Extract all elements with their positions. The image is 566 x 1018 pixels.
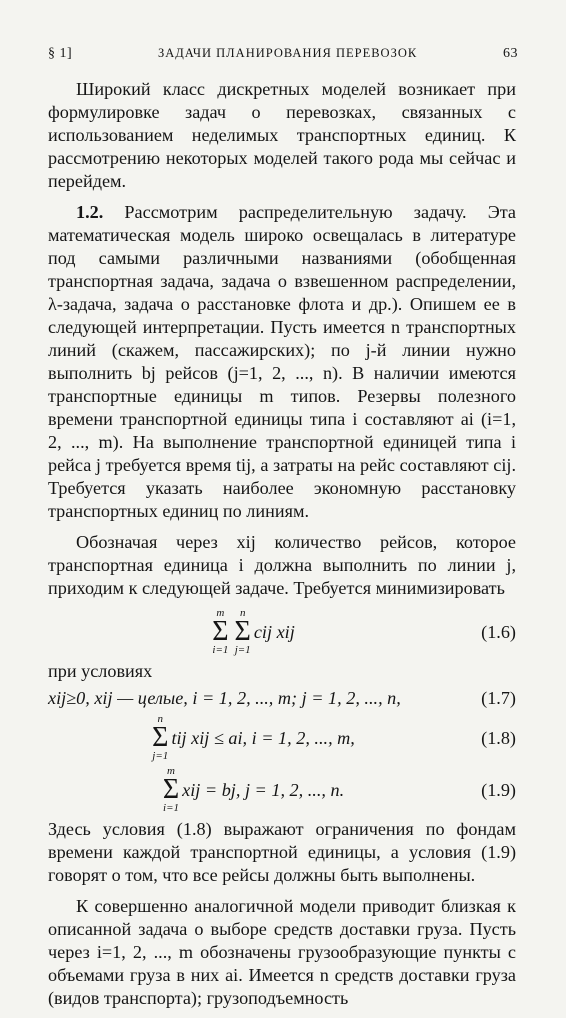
sum-symbol: m Σ i=1 (162, 765, 180, 814)
equation-expression: cij xij (253, 621, 295, 642)
equation-1-6 (48, 608, 516, 656)
section-number: 1.2. (76, 202, 104, 222)
paragraph-explanation: Здесь условия (1.8) выражают ограничения по фондам времени каждой транспортной единицы, а условия (1.9) говорят о том, что все рейсы должны быть выполнены. (48, 819, 516, 885)
section-mark: § 1] (48, 46, 73, 61)
sum-symbol: n Σ j=1 (152, 713, 169, 762)
equation-number: (1.7) (481, 688, 516, 708)
equation-1-7 (48, 687, 516, 710)
page-body (48, 78, 516, 1018)
equation-1-8 (48, 714, 516, 762)
equation-number: (1.6) (481, 621, 516, 642)
equation-1-9 (48, 766, 516, 814)
equation-number: (1.8) (481, 727, 516, 748)
equation-expression: xij = bj, j = 1, 2, ..., n. (182, 779, 345, 800)
paragraph-1-2-text: Рассмотрим распределительную задачу. Эта математическая модель широко освещалась в литературе под самыми различными названиями (обобщенная транспортная задача, задача о взвешенном распределении, λ-задача, задача о расстановке флота и др.). Опишем ее в следующей интерпретации. Пусть имеется n транспортных линий (скажем, пассажирских); по j-й линии нужно выполнить bj рейсов (j=1, 2, ..., n). В наличии имеются транспортные единицы m типов. Резервы полезного времени транспортной единицы типа i составляют ai (i=1, 2, ..., m). На выполнение транспортной единицей типа i рейса j требуется время tij, а затраты на рейс составляют cij. Требуется указать наиболее экономную расстановку транспортных единиц по линиям. (48, 202, 516, 521)
paragraph-notation: Обозначая через xij количество рейсов, которое транспортная единица i должна выполнить по линии j, приходим к следующей задаче. Требуется минимизировать (48, 532, 516, 598)
sum-symbol: m Σ i=1 (212, 607, 229, 656)
paragraph-cargo: К совершенно аналогичной модели приводит близкая к описанной задача о выборе средств доставки груза. Пусть через i=1, 2, ..., m обозначены грузообразующие пункты с объемами груза в них ai. Имеется n средств доставки груза (видов транспорта); грузоподъемность (48, 896, 516, 1008)
equation-expression: tij xij ≤ ai, i = 1, 2, ..., m, (171, 727, 355, 748)
equation-expression: xij≥0, xij — целые, i = 1, 2, ..., m; j = 1, 2, ..., n, (48, 688, 401, 708)
running-title: ЗАДАЧИ ПЛАНИРОВАНИЯ ПЕРЕВОЗОК (157, 46, 418, 60)
sum-symbol: n Σ j=1 (234, 607, 251, 656)
running-header (48, 46, 518, 62)
paragraph-1-2 (48, 201, 516, 523)
conditions-label: при условиях (48, 661, 153, 681)
page-number: 63 (502, 46, 518, 61)
equation-number: (1.9) (481, 779, 516, 800)
paragraph-intro: Широкий класс дискретных моделей возникает при формулировке задач о перевозках, связанных с использованием неделимых транспортных единиц. К рассмотрению некоторых моделей такого рода мы сейчас и перейдем. (48, 79, 516, 191)
